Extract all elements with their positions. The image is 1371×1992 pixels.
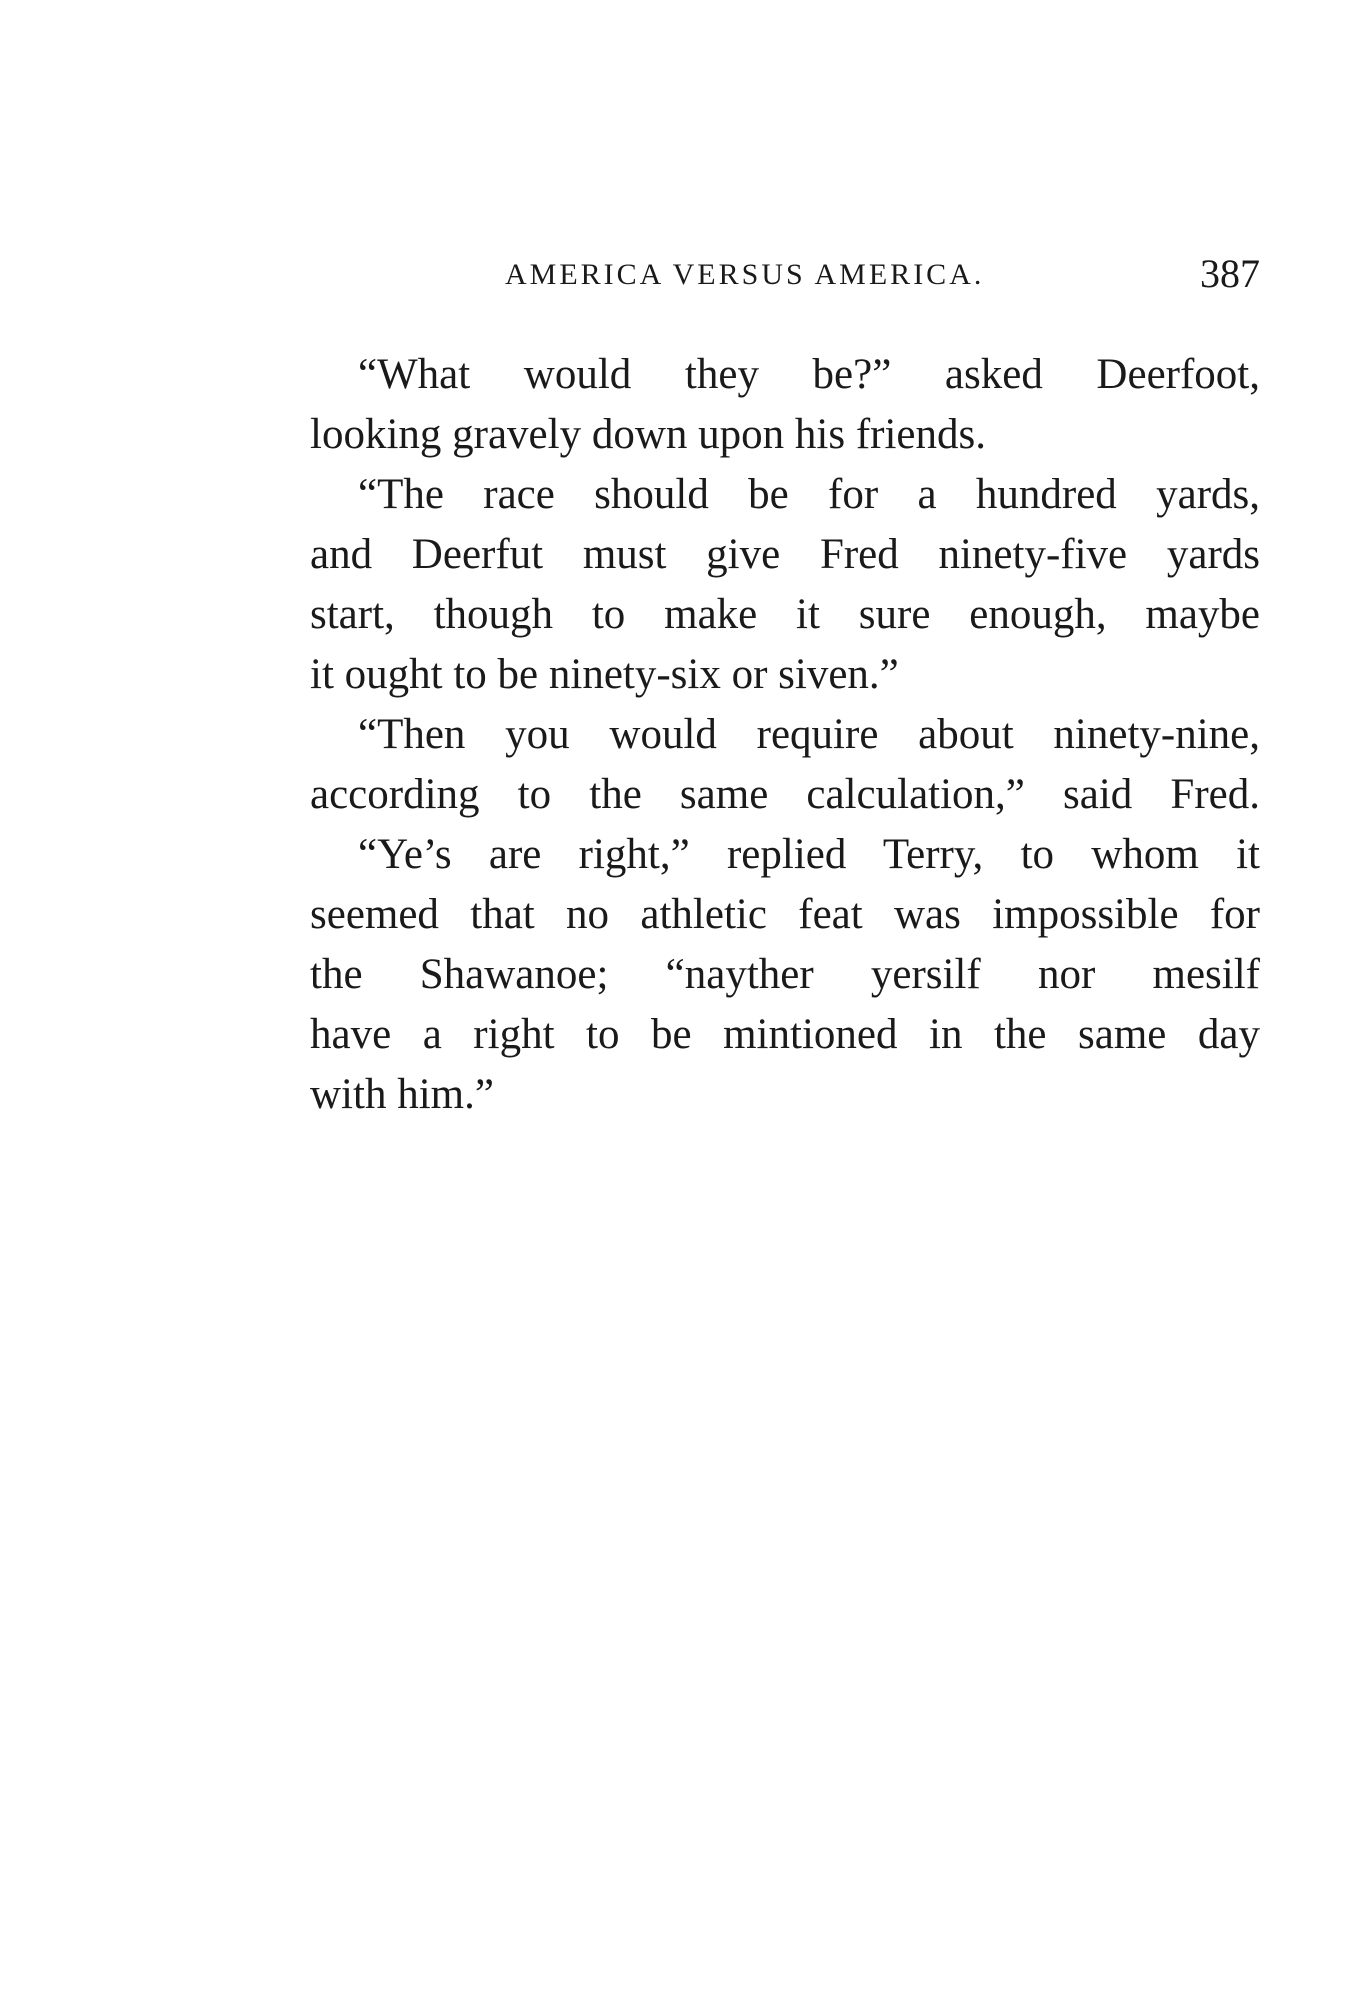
text-line: looking gravely down upon his friends. [310,411,986,458]
text-line: start, though to make it sure enough, maybe [310,591,1260,638]
paragraph-1 [310,345,1260,465]
body-text [310,345,1260,1125]
paragraph-3 [310,705,1260,825]
text-line: “Then you would require about ninety-nine, [358,711,1260,758]
text-line: it ought to be ninety-six or siven.” [310,651,899,698]
text-line: the Shawanoe; “nayther yersilf nor mesilf [310,951,1260,998]
running-title: AMERICA VERSUS AMERICA. [505,258,985,291]
text-line: seemed that no athletic feat was impossible for [310,891,1260,938]
text-line: “The race should be for a hundred yards, [358,471,1260,518]
text-line: and Deerfut must give Fred ninety-five yards [310,531,1260,578]
paragraph-4 [310,825,1260,1125]
paragraph-2 [310,465,1260,705]
text-line: “Ye’s are right,” replied Terry, to whom it [358,831,1260,878]
text-line: according to the same calculation,” said Fred. [310,771,1260,818]
running-head [310,250,1260,300]
text-line: “What would they be?” asked Deerfoot, [358,351,1260,398]
page-number: 387 [1200,251,1260,296]
text-line: have a right to be mintioned in the same day [310,1011,1260,1058]
text-line: with him.” [310,1071,494,1118]
